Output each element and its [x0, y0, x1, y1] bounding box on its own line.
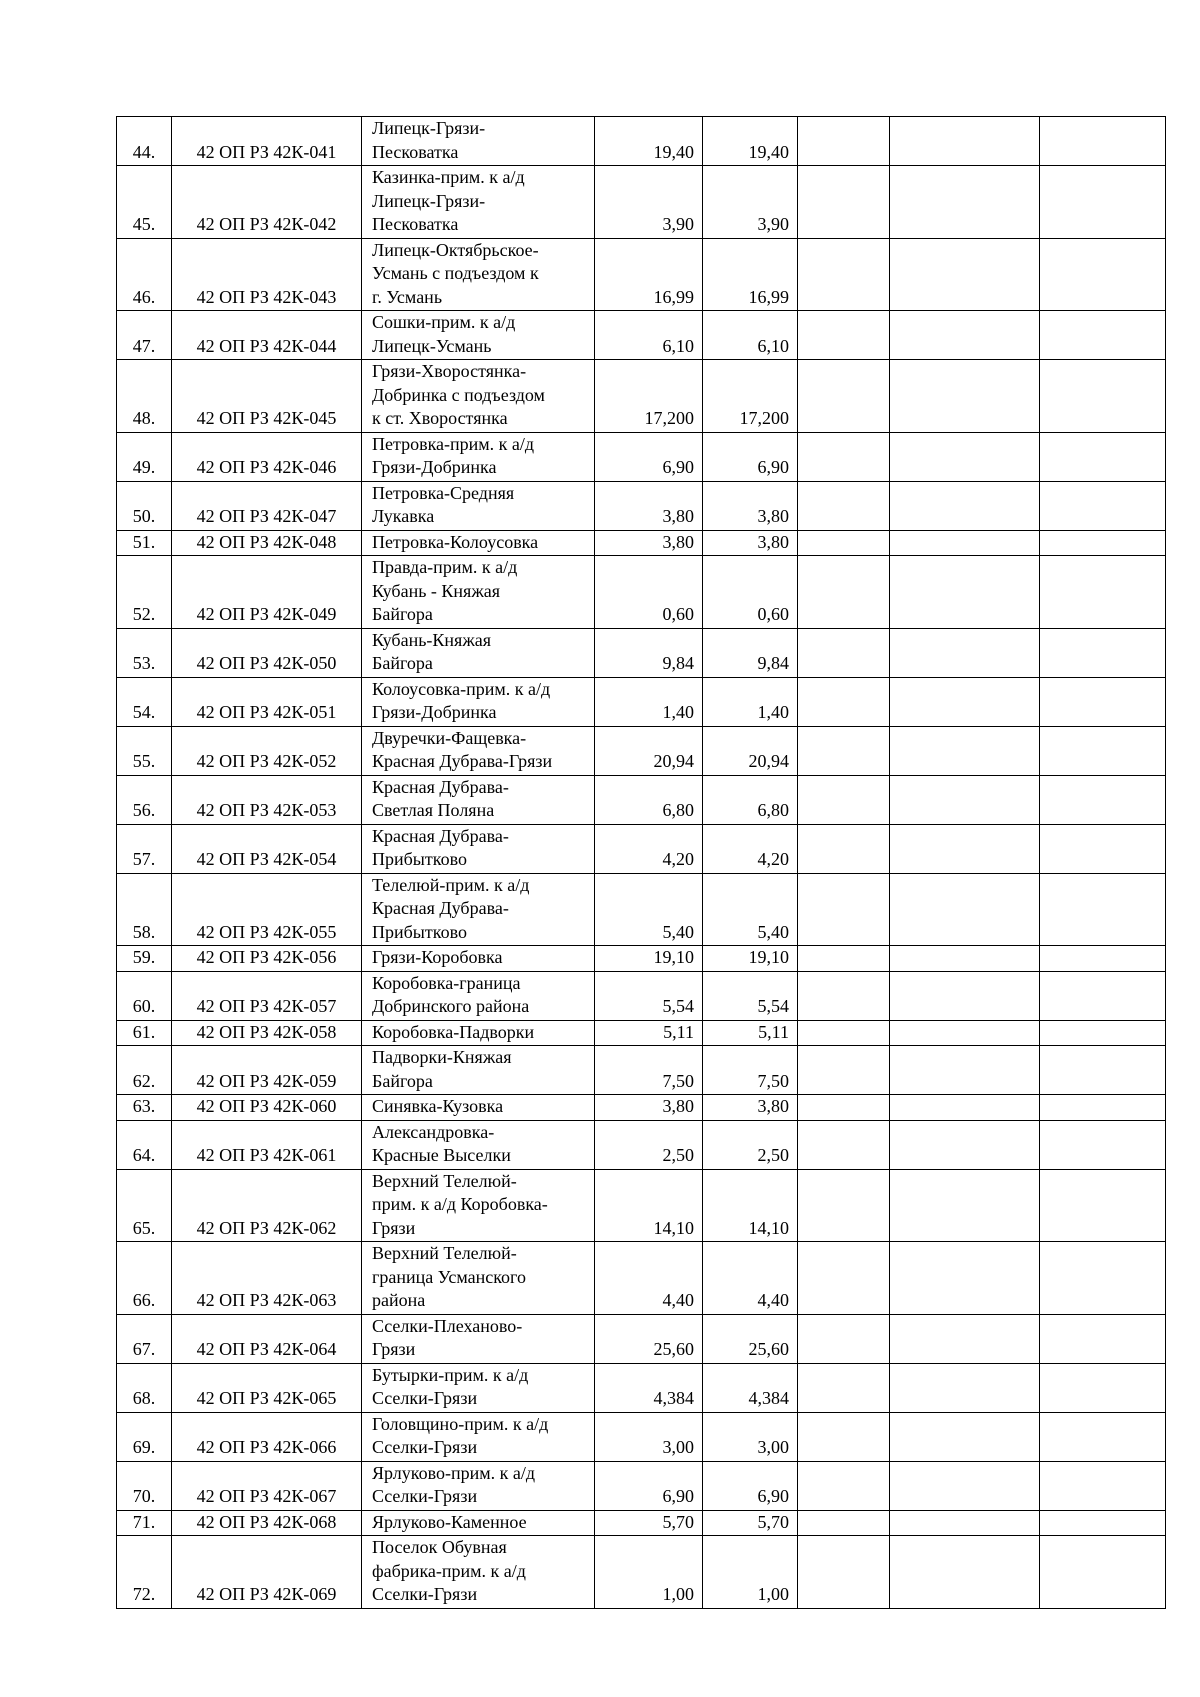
- table-row: [117, 556, 1166, 629]
- empty-cell: [890, 360, 1040, 433]
- row-number-cell: 71.: [117, 1510, 172, 1536]
- road-id-cell: 42 ОП РЗ 42К-056: [172, 946, 362, 972]
- empty-cell: [890, 1046, 1040, 1095]
- length-total-cell: 6,90: [703, 432, 798, 481]
- empty-cell: [1040, 1169, 1166, 1242]
- length-cell: 20,94: [595, 726, 703, 775]
- row-number-cell: 66.: [117, 1242, 172, 1315]
- road-id-cell: 42 ОП РЗ 42К-069: [172, 1536, 362, 1609]
- road-id-cell: 42 ОП РЗ 42К-061: [172, 1120, 362, 1169]
- road-id-cell: 42 ОП РЗ 42К-066: [172, 1412, 362, 1461]
- road-id-cell: 42 ОП РЗ 42К-062: [172, 1169, 362, 1242]
- length-cell: 19,40: [595, 117, 703, 166]
- empty-cell: [1040, 481, 1166, 530]
- road-id-cell: 42 ОП РЗ 42К-043: [172, 238, 362, 311]
- row-number-cell: 53.: [117, 628, 172, 677]
- empty-cell: [1040, 238, 1166, 311]
- table-row: [117, 117, 1166, 166]
- row-number-cell: 60.: [117, 971, 172, 1020]
- empty-cell: [798, 238, 890, 311]
- empty-cell: [798, 360, 890, 433]
- empty-cell: [798, 481, 890, 530]
- length-total-cell: 3,80: [703, 481, 798, 530]
- row-number-cell: 57.: [117, 824, 172, 873]
- table-row: [117, 481, 1166, 530]
- length-cell: 25,60: [595, 1314, 703, 1363]
- length-cell: 5,40: [595, 873, 703, 946]
- empty-cell: [798, 873, 890, 946]
- length-cell: 2,50: [595, 1120, 703, 1169]
- table-row: [117, 1095, 1166, 1121]
- length-total-cell: 7,50: [703, 1046, 798, 1095]
- roads-table-body: [117, 117, 1166, 1609]
- table-row: [117, 311, 1166, 360]
- length-cell: 6,90: [595, 432, 703, 481]
- length-cell: 3,80: [595, 530, 703, 556]
- table-row: [117, 1536, 1166, 1609]
- road-id-cell: 42 ОП РЗ 42К-054: [172, 824, 362, 873]
- road-id-cell: 42 ОП РЗ 42К-067: [172, 1461, 362, 1510]
- length-cell: 3,80: [595, 1095, 703, 1121]
- row-number-cell: 72.: [117, 1536, 172, 1609]
- table-row: [117, 1461, 1166, 1510]
- road-name-cell: Александровка- Красные Выселки: [362, 1120, 595, 1169]
- road-id-cell: 42 ОП РЗ 42К-064: [172, 1314, 362, 1363]
- empty-cell: [1040, 1510, 1166, 1536]
- length-total-cell: 25,60: [703, 1314, 798, 1363]
- road-name-cell: Грязи-Коробовка: [362, 946, 595, 972]
- empty-cell: [1040, 1242, 1166, 1315]
- road-name-cell: Грязи-Хворостянка- Добринка с подъездом к ст. Хворостянка: [362, 360, 595, 433]
- road-name-cell: Колоусовка-прим. к а/д Грязи-Добринка: [362, 677, 595, 726]
- empty-cell: [1040, 1461, 1166, 1510]
- table-row: [117, 677, 1166, 726]
- roads-table: [116, 116, 1166, 1609]
- length-total-cell: 3,80: [703, 1095, 798, 1121]
- row-number-cell: 69.: [117, 1412, 172, 1461]
- empty-cell: [1040, 775, 1166, 824]
- length-total-cell: 16,99: [703, 238, 798, 311]
- row-number-cell: 45.: [117, 166, 172, 239]
- length-cell: 6,90: [595, 1461, 703, 1510]
- length-total-cell: 19,40: [703, 117, 798, 166]
- empty-cell: [1040, 1046, 1166, 1095]
- length-cell: 3,00: [595, 1412, 703, 1461]
- table-row: [117, 1314, 1166, 1363]
- road-id-cell: 42 ОП РЗ 42К-042: [172, 166, 362, 239]
- empty-cell: [890, 311, 1040, 360]
- row-number-cell: 68.: [117, 1363, 172, 1412]
- table-row: [117, 1169, 1166, 1242]
- empty-cell: [1040, 166, 1166, 239]
- empty-cell: [798, 1363, 890, 1412]
- length-cell: 0,60: [595, 556, 703, 629]
- road-name-cell: Петровка-Средняя Лукавка: [362, 481, 595, 530]
- empty-cell: [798, 166, 890, 239]
- empty-cell: [1040, 1120, 1166, 1169]
- length-cell: 17,200: [595, 360, 703, 433]
- road-id-cell: 42 ОП РЗ 42К-049: [172, 556, 362, 629]
- empty-cell: [1040, 311, 1166, 360]
- empty-cell: [798, 946, 890, 972]
- road-name-cell: Петровка-Колоусовка: [362, 530, 595, 556]
- road-id-cell: 42 ОП РЗ 42К-059: [172, 1046, 362, 1095]
- road-name-cell: Правда-прим. к а/д Кубань - Княжая Байгора: [362, 556, 595, 629]
- road-id-cell: 42 ОП РЗ 42К-047: [172, 481, 362, 530]
- empty-cell: [890, 1536, 1040, 1609]
- empty-cell: [798, 1461, 890, 1510]
- length-cell: 3,90: [595, 166, 703, 239]
- empty-cell: [1040, 946, 1166, 972]
- length-cell: 16,99: [595, 238, 703, 311]
- length-cell: 3,80: [595, 481, 703, 530]
- empty-cell: [1040, 1095, 1166, 1121]
- table-row: [117, 726, 1166, 775]
- row-number-cell: 46.: [117, 238, 172, 311]
- row-number-cell: 64.: [117, 1120, 172, 1169]
- road-name-cell: Падворки-Княжая Байгора: [362, 1046, 595, 1095]
- row-number-cell: 63.: [117, 1095, 172, 1121]
- length-cell: 4,40: [595, 1242, 703, 1315]
- length-total-cell: 3,90: [703, 166, 798, 239]
- row-number-cell: 59.: [117, 946, 172, 972]
- length-cell: 4,384: [595, 1363, 703, 1412]
- table-row: [117, 360, 1166, 433]
- empty-cell: [890, 166, 1040, 239]
- row-number-cell: 50.: [117, 481, 172, 530]
- length-total-cell: 2,50: [703, 1120, 798, 1169]
- length-total-cell: 5,11: [703, 1020, 798, 1046]
- empty-cell: [798, 530, 890, 556]
- empty-cell: [890, 726, 1040, 775]
- road-name-cell: Казинка-прим. к а/д Липецк-Грязи- Песковатка: [362, 166, 595, 239]
- empty-cell: [890, 873, 1040, 946]
- empty-cell: [890, 1363, 1040, 1412]
- row-number-cell: 58.: [117, 873, 172, 946]
- length-total-cell: 19,10: [703, 946, 798, 972]
- empty-cell: [890, 1461, 1040, 1510]
- road-id-cell: 42 ОП РЗ 42К-045: [172, 360, 362, 433]
- empty-cell: [798, 824, 890, 873]
- empty-cell: [890, 1120, 1040, 1169]
- length-total-cell: 3,80: [703, 530, 798, 556]
- length-total-cell: 20,94: [703, 726, 798, 775]
- empty-cell: [798, 1510, 890, 1536]
- empty-cell: [890, 556, 1040, 629]
- empty-cell: [798, 677, 890, 726]
- table-row: [117, 1046, 1166, 1095]
- road-id-cell: 42 ОП РЗ 42К-051: [172, 677, 362, 726]
- length-cell: 5,70: [595, 1510, 703, 1536]
- empty-cell: [890, 1169, 1040, 1242]
- empty-cell: [890, 530, 1040, 556]
- table-row: [117, 238, 1166, 311]
- empty-cell: [890, 1510, 1040, 1536]
- row-number-cell: 48.: [117, 360, 172, 433]
- road-id-cell: 42 ОП РЗ 42К-063: [172, 1242, 362, 1315]
- road-name-cell: Липецк-Грязи- Песковатка: [362, 117, 595, 166]
- length-total-cell: 4,40: [703, 1242, 798, 1315]
- row-number-cell: 55.: [117, 726, 172, 775]
- row-number-cell: 52.: [117, 556, 172, 629]
- road-name-cell: Сселки-Плеханово- Грязи: [362, 1314, 595, 1363]
- empty-cell: [1040, 824, 1166, 873]
- road-name-cell: Бутырки-прим. к а/д Сселки-Грязи: [362, 1363, 595, 1412]
- empty-cell: [798, 1314, 890, 1363]
- empty-cell: [890, 1412, 1040, 1461]
- row-number-cell: 70.: [117, 1461, 172, 1510]
- empty-cell: [798, 1046, 890, 1095]
- road-id-cell: 42 ОП РЗ 42К-060: [172, 1095, 362, 1121]
- empty-cell: [890, 775, 1040, 824]
- road-id-cell: 42 ОП РЗ 42К-044: [172, 311, 362, 360]
- road-name-cell: Двуречки-Фащевка- Красная Дубрава-Грязи: [362, 726, 595, 775]
- length-total-cell: 4,384: [703, 1363, 798, 1412]
- empty-cell: [890, 1020, 1040, 1046]
- empty-cell: [798, 1169, 890, 1242]
- road-id-cell: 42 ОП РЗ 42К-048: [172, 530, 362, 556]
- empty-cell: [890, 824, 1040, 873]
- document-page: [116, 116, 1165, 1609]
- row-number-cell: 47.: [117, 311, 172, 360]
- length-total-cell: 1,00: [703, 1536, 798, 1609]
- empty-cell: [1040, 1020, 1166, 1046]
- empty-cell: [1040, 117, 1166, 166]
- length-total-cell: 3,00: [703, 1412, 798, 1461]
- table-row: [117, 1510, 1166, 1536]
- road-id-cell: 42 ОП РЗ 42К-057: [172, 971, 362, 1020]
- empty-cell: [890, 481, 1040, 530]
- table-row: [117, 1242, 1166, 1315]
- length-cell: 6,80: [595, 775, 703, 824]
- road-name-cell: Ярлуково-прим. к а/д Сселки-Грязи: [362, 1461, 595, 1510]
- table-row: [117, 1020, 1166, 1046]
- table-row: [117, 1363, 1166, 1412]
- length-total-cell: 9,84: [703, 628, 798, 677]
- road-id-cell: 42 ОП РЗ 42К-041: [172, 117, 362, 166]
- length-cell: 9,84: [595, 628, 703, 677]
- empty-cell: [1040, 971, 1166, 1020]
- road-name-cell: Коробовка-Падворки: [362, 1020, 595, 1046]
- road-id-cell: 42 ОП РЗ 42К-065: [172, 1363, 362, 1412]
- road-name-cell: Верхний Телелюй- прим. к а/д Коробовка- Грязи: [362, 1169, 595, 1242]
- empty-cell: [1040, 556, 1166, 629]
- length-total-cell: 5,40: [703, 873, 798, 946]
- road-name-cell: Липецк-Октябрьское- Усмань с подъездом к г. Усмань: [362, 238, 595, 311]
- length-total-cell: 6,80: [703, 775, 798, 824]
- road-id-cell: 42 ОП РЗ 42К-050: [172, 628, 362, 677]
- length-cell: 5,11: [595, 1020, 703, 1046]
- road-name-cell: Петровка-прим. к а/д Грязи-Добринка: [362, 432, 595, 481]
- empty-cell: [1040, 628, 1166, 677]
- road-name-cell: Красная Дубрава- Светлая Поляна: [362, 775, 595, 824]
- empty-cell: [890, 946, 1040, 972]
- empty-cell: [798, 775, 890, 824]
- table-row: [117, 166, 1166, 239]
- road-name-cell: Коробовка-граница Добринского района: [362, 971, 595, 1020]
- row-number-cell: 67.: [117, 1314, 172, 1363]
- empty-cell: [890, 628, 1040, 677]
- length-cell: 4,20: [595, 824, 703, 873]
- road-name-cell: Сошки-прим. к а/д Липецк-Усмань: [362, 311, 595, 360]
- road-name-cell: Телелюй-прим. к а/д Красная Дубрава- Прибытково: [362, 873, 595, 946]
- row-number-cell: 51.: [117, 530, 172, 556]
- empty-cell: [1040, 1314, 1166, 1363]
- length-total-cell: 14,10: [703, 1169, 798, 1242]
- empty-cell: [890, 117, 1040, 166]
- table-row: [117, 1120, 1166, 1169]
- road-name-cell: Кубань-Княжая Байгора: [362, 628, 595, 677]
- empty-cell: [798, 971, 890, 1020]
- road-name-cell: Поселок Обувная фабрика-прим. к а/д Сселки-Грязи: [362, 1536, 595, 1609]
- road-name-cell: Головщино-прим. к а/д Сселки-Грязи: [362, 1412, 595, 1461]
- empty-cell: [1040, 1536, 1166, 1609]
- length-total-cell: 17,200: [703, 360, 798, 433]
- table-row: [117, 824, 1166, 873]
- empty-cell: [1040, 726, 1166, 775]
- row-number-cell: 49.: [117, 432, 172, 481]
- empty-cell: [798, 1020, 890, 1046]
- empty-cell: [798, 117, 890, 166]
- empty-cell: [890, 1314, 1040, 1363]
- road-id-cell: 42 ОП РЗ 42К-052: [172, 726, 362, 775]
- length-total-cell: 5,54: [703, 971, 798, 1020]
- empty-cell: [798, 556, 890, 629]
- row-number-cell: 44.: [117, 117, 172, 166]
- empty-cell: [798, 1412, 890, 1461]
- road-name-cell: Красная Дубрава- Прибытково: [362, 824, 595, 873]
- length-cell: 1,00: [595, 1536, 703, 1609]
- length-cell: 1,40: [595, 677, 703, 726]
- empty-cell: [798, 311, 890, 360]
- length-cell: 7,50: [595, 1046, 703, 1095]
- row-number-cell: 61.: [117, 1020, 172, 1046]
- empty-cell: [1040, 873, 1166, 946]
- empty-cell: [890, 432, 1040, 481]
- length-cell: 5,54: [595, 971, 703, 1020]
- empty-cell: [1040, 1363, 1166, 1412]
- length-total-cell: 0,60: [703, 556, 798, 629]
- table-row: [117, 971, 1166, 1020]
- table-row: [117, 1412, 1166, 1461]
- empty-cell: [798, 1120, 890, 1169]
- empty-cell: [890, 677, 1040, 726]
- road-id-cell: 42 ОП РЗ 42К-046: [172, 432, 362, 481]
- empty-cell: [890, 1095, 1040, 1121]
- table-row: [117, 432, 1166, 481]
- empty-cell: [1040, 677, 1166, 726]
- empty-cell: [798, 1242, 890, 1315]
- empty-cell: [798, 432, 890, 481]
- row-number-cell: 65.: [117, 1169, 172, 1242]
- length-cell: 19,10: [595, 946, 703, 972]
- row-number-cell: 62.: [117, 1046, 172, 1095]
- table-row: [117, 775, 1166, 824]
- empty-cell: [890, 1242, 1040, 1315]
- empty-cell: [798, 1095, 890, 1121]
- empty-cell: [1040, 530, 1166, 556]
- row-number-cell: 56.: [117, 775, 172, 824]
- length-cell: 14,10: [595, 1169, 703, 1242]
- road-id-cell: 42 ОП РЗ 42К-068: [172, 1510, 362, 1536]
- length-cell: 6,10: [595, 311, 703, 360]
- road-id-cell: 42 ОП РЗ 42К-053: [172, 775, 362, 824]
- empty-cell: [798, 1536, 890, 1609]
- road-name-cell: Ярлуково-Каменное: [362, 1510, 595, 1536]
- empty-cell: [890, 238, 1040, 311]
- table-row: [117, 873, 1166, 946]
- row-number-cell: 54.: [117, 677, 172, 726]
- empty-cell: [1040, 432, 1166, 481]
- road-id-cell: 42 ОП РЗ 42К-058: [172, 1020, 362, 1046]
- table-row: [117, 628, 1166, 677]
- empty-cell: [890, 971, 1040, 1020]
- empty-cell: [798, 628, 890, 677]
- length-total-cell: 1,40: [703, 677, 798, 726]
- road-name-cell: Верхний Телелюй- граница Усманского района: [362, 1242, 595, 1315]
- empty-cell: [1040, 1412, 1166, 1461]
- length-total-cell: 6,90: [703, 1461, 798, 1510]
- length-total-cell: 4,20: [703, 824, 798, 873]
- table-row: [117, 946, 1166, 972]
- road-id-cell: 42 ОП РЗ 42К-055: [172, 873, 362, 946]
- length-total-cell: 5,70: [703, 1510, 798, 1536]
- road-name-cell: Синявка-Кузовка: [362, 1095, 595, 1121]
- table-row: [117, 530, 1166, 556]
- length-total-cell: 6,10: [703, 311, 798, 360]
- empty-cell: [798, 726, 890, 775]
- empty-cell: [1040, 360, 1166, 433]
